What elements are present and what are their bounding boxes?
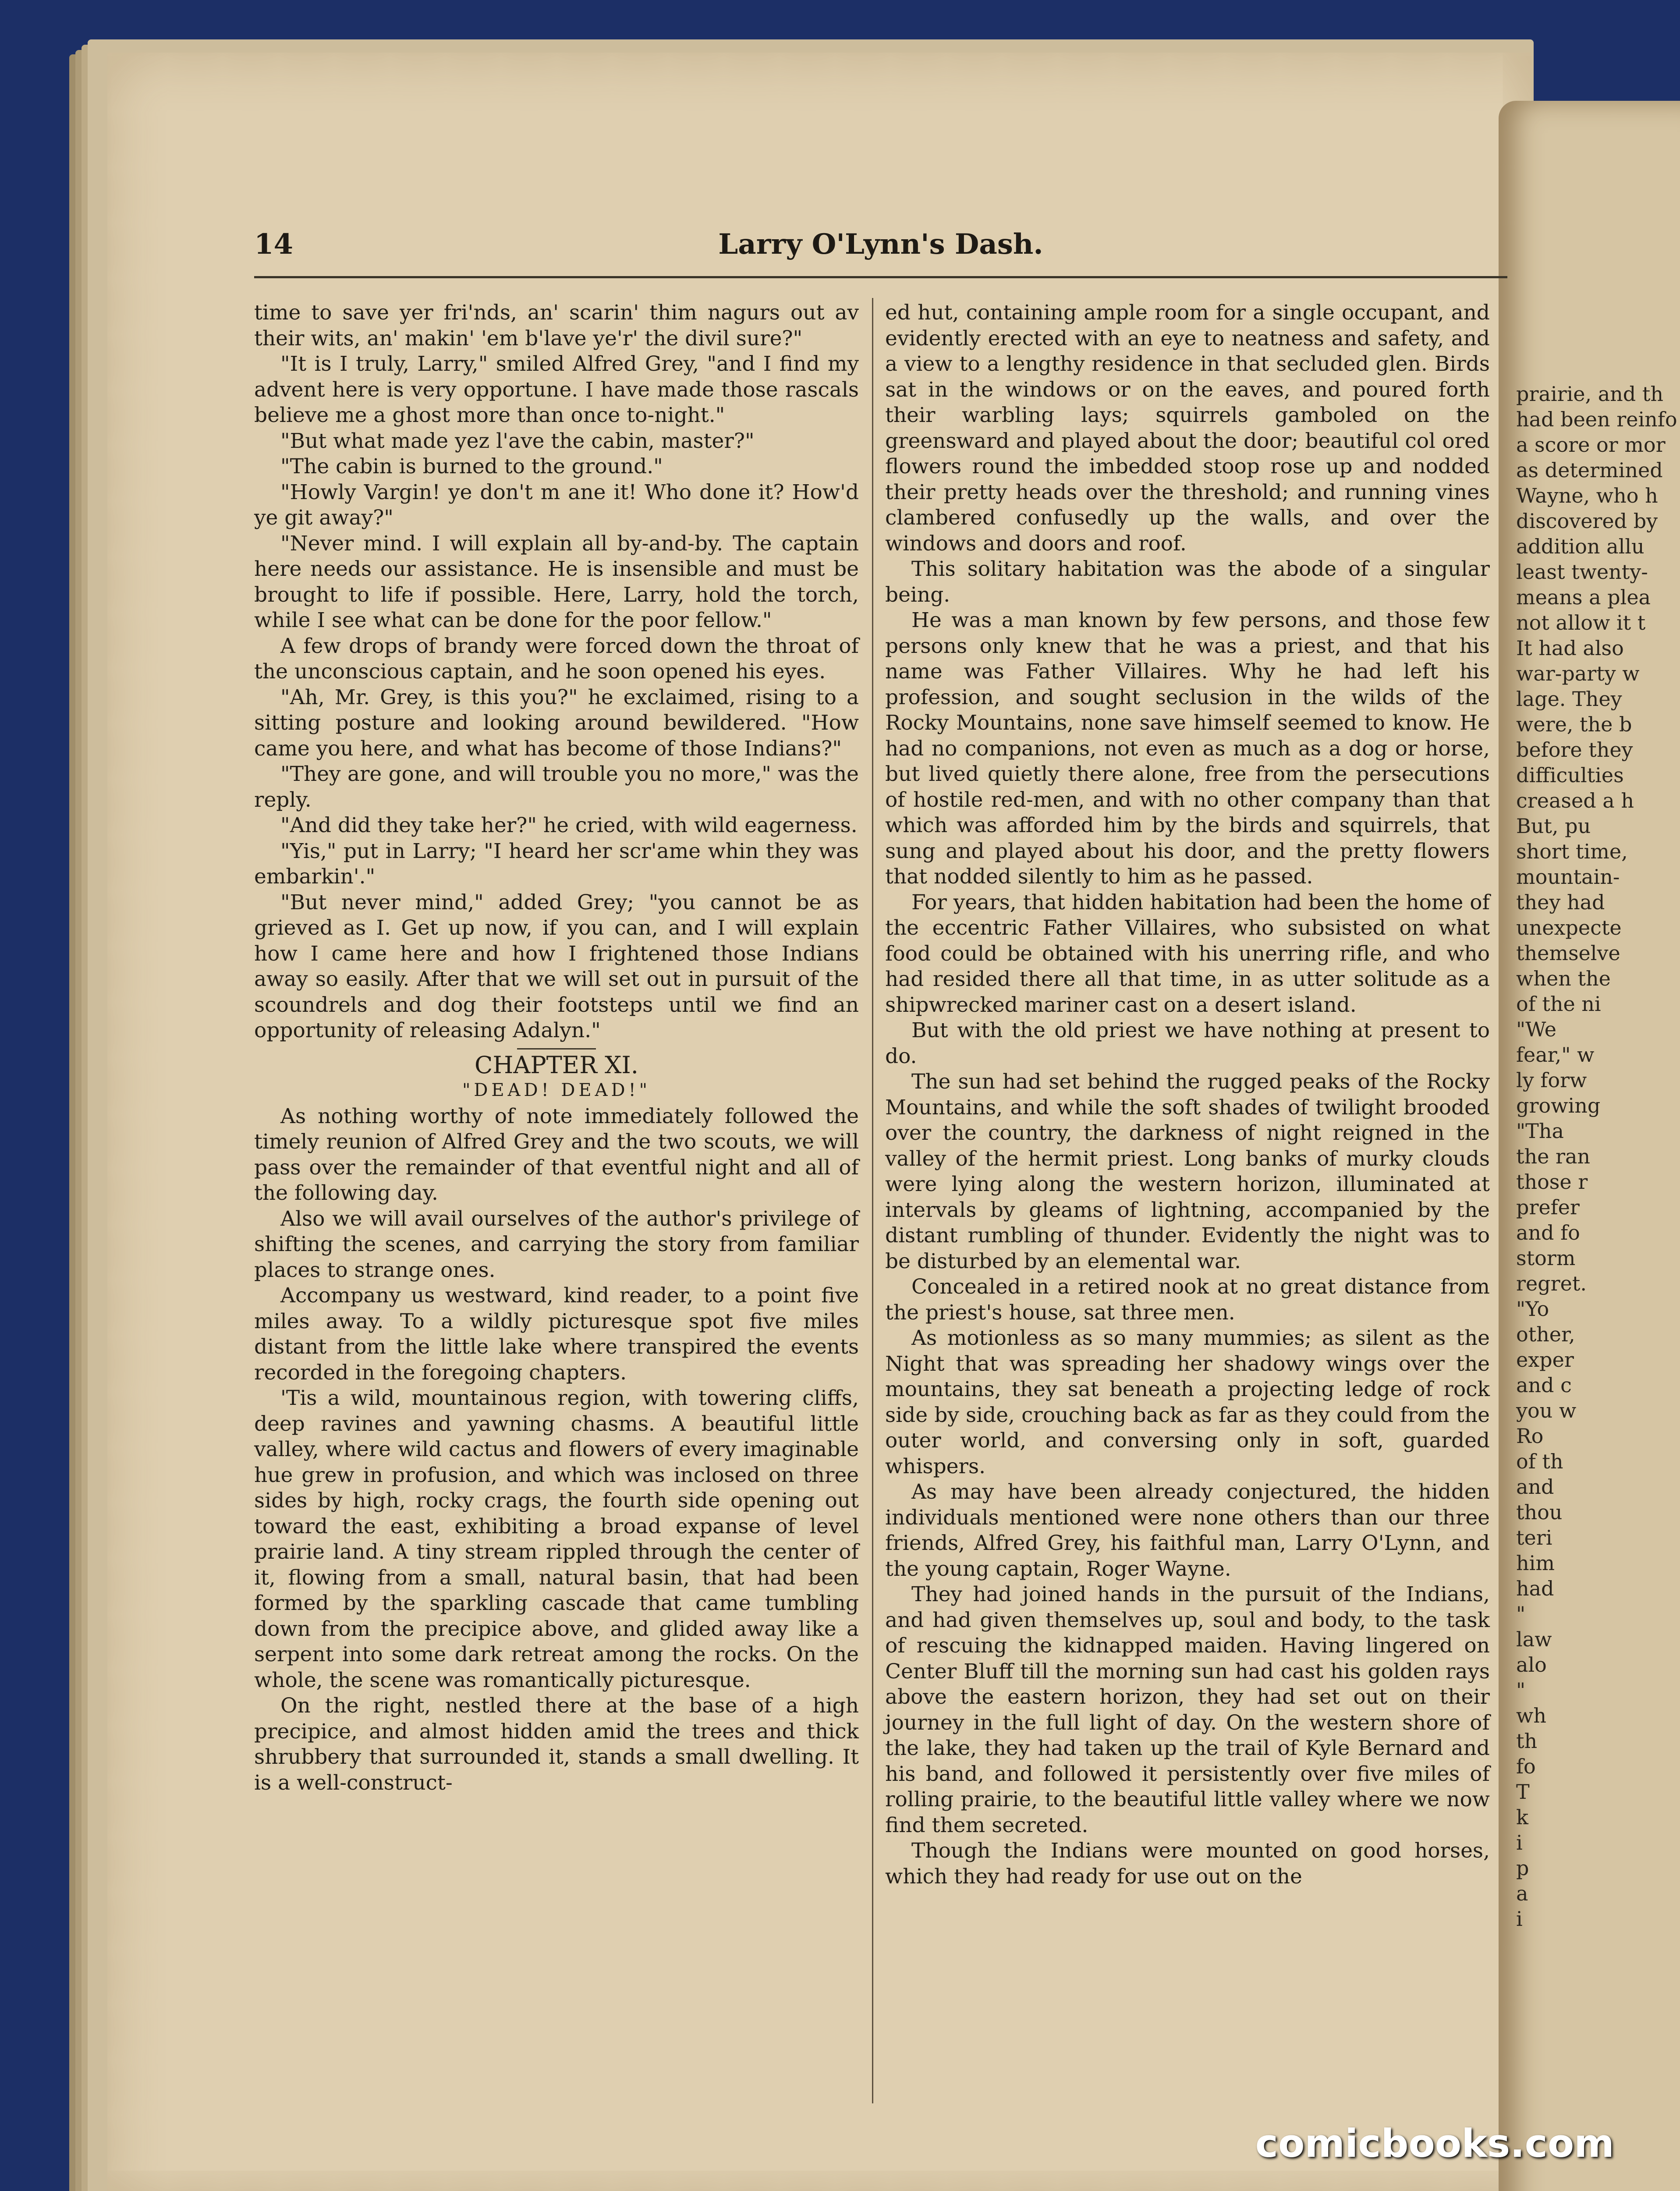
- paragraph: time to save yer fri'nds, an' scarin' thim nagurs out av their wits, an' makin' 'em b'lave ye'r' the divil sure?": [254, 301, 859, 351]
- facing-page-line: p: [1516, 1856, 1529, 1880]
- facing-page-line: those r: [1516, 1170, 1588, 1194]
- facing-page-line: prairie, and th: [1516, 382, 1663, 406]
- facing-page-line: him: [1516, 1551, 1555, 1575]
- paragraph: They had joined hands in the pursuit of the Indians, and had given themselves up, soul and body, to the task of rescuing the kidnapped maiden. Having lingered on Center Bluff till the morning sun had cast his golden rays above the eastern horizon, they had set out on their journey in the full light of day. On the western shore of the lake, they had taken up the trail of Kyle Bernard and his band, and followed it persistently over five miles of rolling prairie, to the beautiful little valley where we now find them secreted.: [885, 1582, 1490, 1837]
- facing-page-line: But, pu: [1516, 814, 1591, 838]
- paragraph: But with the old priest we have nothing at present to do.: [885, 1018, 1490, 1068]
- facing-page-line: had been reinfo: [1516, 408, 1677, 431]
- facing-page-line: growing: [1516, 1094, 1601, 1117]
- paragraph: "Howly Vargin! ye don't m ane it! Who done it? How'd ye git away?": [254, 480, 859, 530]
- paragraph: As nothing worthy of note immediately followed the timely reunion of Alfred Grey and the two scouts, we will pass over the remainder of that eventful night and all of the following day.: [254, 1104, 859, 1205]
- paragraph: "And did they take her?" he cried, with wild eagerness.: [280, 813, 858, 837]
- left-column-text-after-chapter: [254, 1104, 859, 1796]
- facing-page-line: lage. They: [1516, 687, 1622, 711]
- facing-page-line: regret.: [1516, 1272, 1587, 1295]
- facing-page-line: unexpecte: [1516, 916, 1622, 940]
- facing-page-line: mountain-: [1516, 865, 1620, 889]
- facing-page-line: thou: [1516, 1500, 1563, 1524]
- facing-page-line: ": [1516, 1602, 1526, 1626]
- facing-page-line: a: [1516, 1882, 1528, 1905]
- paragraph: Accompany us westward, kind reader, to a point five miles away. To a wildly picturesque spot five miles distant from the little lake where transpired the events recorded in the foregoing chapters.: [254, 1283, 859, 1385]
- facing-page-line: storm: [1516, 1246, 1576, 1270]
- paragraph: Also we will avail ourselves of the author's privilege of shifting the scenes, and carrying the story from familiar places to strange ones.: [254, 1206, 859, 1282]
- facing-page-line: not allow it t: [1516, 611, 1646, 635]
- paragraph: The sun had set behind the rugged peaks of the Rocky Mountains, and while the soft shades of twilight brooded over the country, the darkness of night reigned in the valley of the hermit priest. Long banks of murky clouds were lying along the western horizon, illuminated at intervals by gleams of lightning, accompanied by the distant rumbling of thunder. Evidently the night was to be disturbed by an elemental war.: [885, 1070, 1490, 1273]
- paragraph: ed hut, containing ample room for a single occupant, and evidently erected with an eye to neatness and safety, and a view to a lengthy residence in that secluded glen. Birds sat in the windows or on the eaves, and poured forth their warbling lays; squirrels gamboled on the greensward and played about the door; beautiful col ored flowers round the imbedded stoop rose up and nodded their pretty heads over the threshold; and running vines clambered confusedly up the walls, and over the windows and doors and roof.: [885, 301, 1490, 556]
- facing-page-line: means a plea: [1516, 585, 1651, 609]
- watermark: comicbooks.com: [1255, 2121, 1614, 2166]
- chapter-rule: [517, 1048, 596, 1049]
- paragraph: As motionless as so many mummies; as silent as the Night that was spreading her shadowy wings over the mountains, they sat beneath a projecting ledge of rock side by side, crouching back as far as they could from the outer world, and conversing only in soft, guarded whispers.: [885, 1326, 1490, 1478]
- facing-page-line: were, the b: [1516, 713, 1632, 736]
- facing-page-line: had: [1516, 1577, 1554, 1600]
- header-rule: [254, 276, 1507, 278]
- facing-page-line: discovered by: [1516, 509, 1658, 533]
- facing-page-line: of th: [1516, 1450, 1563, 1473]
- facing-page-line: alo: [1516, 1653, 1547, 1677]
- facing-page-line: short time,: [1516, 840, 1628, 863]
- facing-page-line: when the: [1516, 967, 1611, 990]
- facing-page-edge: [1499, 101, 1680, 2191]
- running-title: Larry O'Lynn's Dash.: [718, 228, 1043, 261]
- paragraph: "The cabin is burned to the ground.": [280, 454, 663, 479]
- facing-page-line: ": [1516, 1678, 1526, 1702]
- facing-page-line: "Tha: [1516, 1119, 1564, 1143]
- facing-page-line: least twenty-: [1516, 560, 1648, 584]
- facing-page-line: ly forw: [1516, 1068, 1587, 1092]
- facing-page-line: themselve: [1516, 941, 1620, 965]
- paragraph: For years, that hidden habitation had been the home of the eccentric Father Villaires, who subsisted on what food could be obtained with his unerring rifle, and who had resided there all that time, in as utter solitude as a shipwrecked mariner cast on a desert island.: [885, 890, 1490, 1017]
- facing-page-line: before they: [1516, 738, 1633, 762]
- paragraph: He was a man known by few persons, and those few persons only knew that he was a priest, and that his name was Father Villaires. Why he had left his profession, and sought seclusion in the wilds of the Rocky Mountains, none save himself seemed to know. He had no companions, not even as much as a dog or horse, but lived quietly there alone, free from the persecutions of hostile red-men, and with no other company than that which was afforded him by the birds and squirrels, that sung and played about his door, and the pretty flowers that nodded silently to him as he passed.: [885, 608, 1490, 889]
- column-divider: [872, 298, 873, 2103]
- facing-page-line: exper: [1516, 1348, 1574, 1372]
- paragraph: Though the Indians were mounted on good horses, which they had ready for use out on the: [885, 1839, 1490, 1889]
- facing-page-line: as determined: [1516, 458, 1663, 482]
- paragraph: "But what made yez l'ave the cabin, master?": [280, 429, 755, 453]
- page-number: 14: [254, 228, 294, 261]
- facing-page-line: Wayne, who h: [1516, 484, 1658, 507]
- facing-page-line: other,: [1516, 1322, 1575, 1346]
- paragraph: "It is I truly, Larry," smiled Alfred Grey, "and I find my advent here is very opportune. I have made those rascals believe me a ghost more than once to-night.": [254, 352, 859, 427]
- paragraph: "Yis," put in Larry; "I heard her scr'ame whin they was embarkin'.": [254, 839, 859, 889]
- facing-page-line: and fo: [1516, 1221, 1580, 1244]
- paragraph: This solitary habitation was the abode of a singular being.: [885, 557, 1490, 607]
- facing-page-line: "We: [1516, 1018, 1556, 1041]
- paragraph: A few drops of brandy were forced down the throat of the unconscious captain, and he soon opened his eyes.: [254, 634, 859, 684]
- paragraph: As may have been already conjectured, the hidden individuals mentioned were none others than our three friends, Alfred Grey, his faithful man, Larry O'Lynn, and the young captain, Roger Wayne.: [885, 1480, 1490, 1581]
- paragraph: Concealed in a retired nook at no great distance from the priest's house, sat three men.: [885, 1275, 1490, 1325]
- facing-page-line: creased a h: [1516, 789, 1634, 812]
- left-column-text-before-chapter: [254, 300, 859, 1044]
- facing-page-line: "Yo: [1516, 1297, 1549, 1321]
- facing-page-line: th: [1516, 1729, 1538, 1753]
- facing-page-line: and c: [1516, 1373, 1572, 1397]
- left-column: [254, 300, 859, 1796]
- chapter-heading-block: [254, 1048, 859, 1102]
- facing-page-line: teri: [1516, 1526, 1552, 1549]
- middle-column: [885, 300, 1490, 1890]
- facing-page-line: law: [1516, 1627, 1552, 1651]
- chapter-heading: CHAPTER XI.: [475, 1051, 638, 1079]
- paragraph: On the right, nestled there at the base of a high precipice, and almost hidden amid the trees and thick shrubbery that surrounded it, stands a small dwelling. It is a well-construct-: [254, 1694, 859, 1795]
- facing-page-line: they had: [1516, 890, 1605, 914]
- facing-page-text: [1516, 381, 1680, 1932]
- paragraph: "They are gone, and will trouble you no more," was the reply.: [254, 762, 859, 812]
- page-header: [254, 228, 1507, 267]
- facing-page-line: war-party w: [1516, 662, 1640, 685]
- facing-page-line: fear," w: [1516, 1043, 1595, 1067]
- paragraph: "Ah, Mr. Grey, is this you?" he exclaimed, rising to a sitting posture and looking around bewildered. "How came you here, and what has become of those Indians?": [254, 685, 859, 761]
- paragraph: 'Tis a wild, mountainous region, with towering cliffs, deep ravines and yawning chasms. A beautiful little valley, where wild cactus and flowers of every imaginable hue grew in profusion, and which was inclosed on three sides by high, rocky crags, the fourth side opening out toward the east, exhibiting a broad expanse of level prairie land. A tiny stream rippled through the center of it, flowing from a small, natural basin, that had been formed by the sparkling cascade that came tumbling down from the precipice above, and glided away like a serpent into some dark retreat among the rocks. On the whole, the scene was romantically picturesque.: [254, 1386, 859, 1692]
- facing-page-line: addition allu: [1516, 535, 1645, 558]
- facing-page-line: the ran: [1516, 1145, 1590, 1168]
- facing-page-line: It had also: [1516, 636, 1624, 660]
- facing-page-line: i: [1516, 1831, 1523, 1854]
- paragraph: "Never mind. I will explain all by-and-by. The captain here needs our assistance. He is insensible and must be brought to life if possible. Here, Larry, hold the torch, while I see what can be done for the poor fellow.": [254, 531, 859, 632]
- facing-page-line: Ro: [1516, 1424, 1544, 1448]
- facing-page-line: wh: [1516, 1704, 1546, 1727]
- facing-page-line: of the ni: [1516, 992, 1601, 1016]
- facing-page-line: k: [1516, 1805, 1528, 1829]
- facing-page-line: fo: [1516, 1755, 1536, 1778]
- facing-page-line: T: [1516, 1780, 1530, 1804]
- facing-page-line: a score or mor: [1516, 433, 1666, 457]
- chapter-title: "DEAD! DEAD!": [462, 1080, 651, 1100]
- paragraph: "But never mind," added Grey; "you cannot be as grieved as I. Get up now, if you can, and I will explain how I came here and how I frightened those Indians away so easily. After that we will set out in pursuit of the scoundrels and dog their footsteps until we find an opportunity of releasing Adalyn.": [254, 890, 859, 1042]
- facing-page-line: difficulties: [1516, 763, 1624, 787]
- facing-page-line: i: [1516, 1907, 1523, 1931]
- facing-page-line: you w: [1516, 1399, 1577, 1422]
- facing-page-line: and: [1516, 1475, 1554, 1499]
- facing-page-line: prefer: [1516, 1195, 1580, 1219]
